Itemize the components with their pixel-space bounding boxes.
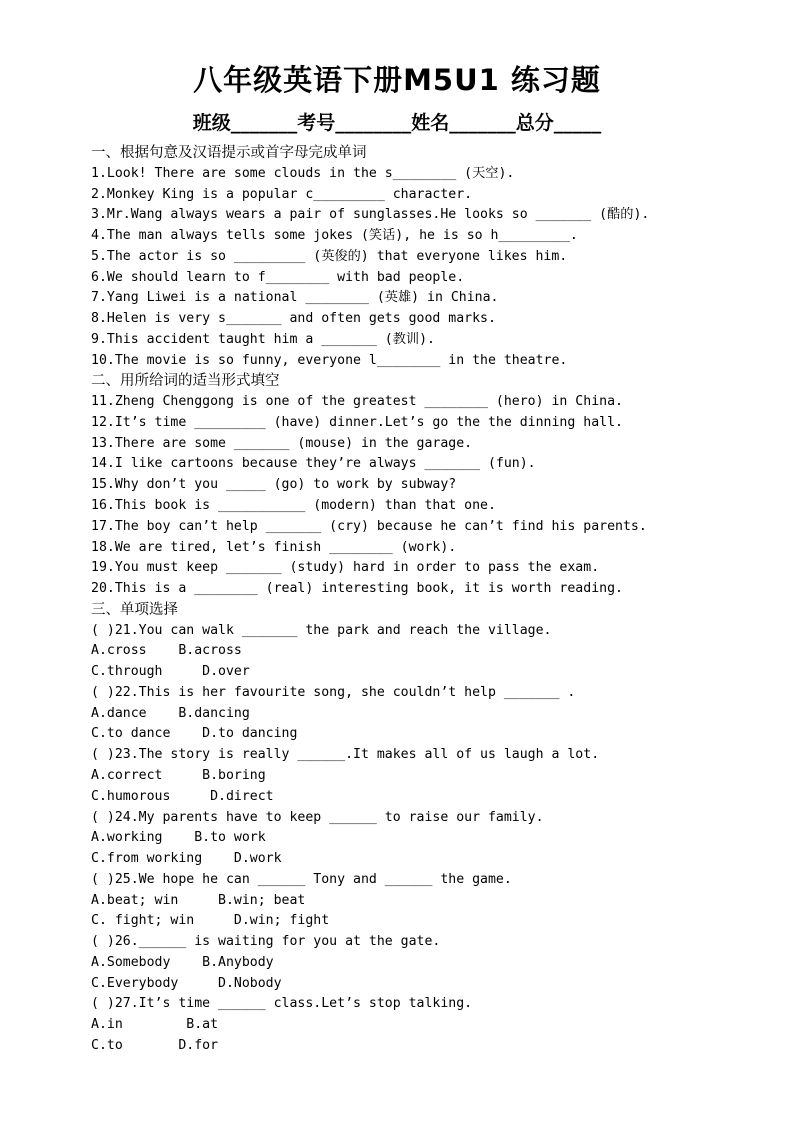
exercise-line: A.cross B.across	[91, 643, 242, 659]
exercise-line: 8.Helen is very s_______ and often gets good marks.	[91, 311, 496, 327]
exercise-line: ( )21.You can walk _______ the park and reach the village.	[91, 622, 552, 638]
exercise-line: 5.The actor is so _________ (英俊的) that everyone likes him.	[91, 248, 568, 264]
exercise-line: A.working B.to work	[91, 830, 266, 846]
exercise-line: ( )25.We hope he can ______ Tony and ______ the game.	[91, 871, 512, 887]
exercise-line: 11.Zheng Chenggong is one of the greatest ________ (hero) in China.	[91, 394, 623, 410]
exercise-line: ( )26.______ is waiting for you at the gate.	[91, 934, 441, 950]
exercise-line: C.to D.for	[91, 1037, 219, 1053]
exercise-line: A.Somebody B.Anybody	[91, 954, 274, 970]
section-heading: 三、单项选择	[91, 601, 178, 618]
exercise-line: C.to dance D.to dancing	[91, 726, 298, 742]
exercise-line: 2.Monkey King is a popular c_________ character.	[91, 186, 473, 202]
exercise-line: 19.You must keep _______ (study) hard in order to pass the exam.	[91, 560, 600, 576]
exercise-line: ( )24.My parents have to keep ______ to raise our family.	[91, 809, 544, 825]
exercise-line: 4.The man always tells some jokes (笑话), he is so h_________.	[91, 228, 578, 244]
exercise-line: A.dance B.dancing	[91, 705, 250, 721]
section-heading: 二、用所给词的适当形式填空	[91, 373, 280, 390]
exercise-line: 13.There are some _______ (mouse) in the garage.	[91, 435, 473, 451]
exercise-line: ( )22.This is her favourite song, she couldn’t help _______ .	[91, 684, 576, 700]
exercise-line: A.correct B.boring	[91, 767, 266, 783]
exercise-line: 20.This is a ________ (real) interesting book, it is worth reading.	[91, 581, 623, 597]
exercise-line: C.Everybody D.Nobody	[91, 975, 282, 991]
exercise-line: 17.The boy can’t help _______ (cry) because he can’t find his parents.	[91, 518, 647, 534]
exercise-line: C.through D.over	[91, 664, 250, 680]
exercise-line: A.beat; win B.win; beat	[91, 892, 306, 908]
exercise-line: ( )27.It’s time ______ class.Let’s stop talking.	[91, 996, 473, 1012]
section-heading: 一、根据句意及汉语提示或首字母完成单词	[91, 145, 367, 161]
exercise-line: C.humorous D.direct	[91, 788, 274, 804]
exercise-line: C.from working D.work	[91, 851, 282, 867]
page-title: 八年级英语下册M5U1 练习题	[193, 63, 601, 97]
exercise-line: 3.Mr.Wang always wears a pair of sunglasses.He looks so _______ (酷的).	[91, 207, 650, 223]
exercise-line: ( )23.The story is really ______.It makes all of us laugh a lot.	[91, 747, 600, 763]
exercise-line: 14.I like cartoons because they’re always _______ (fun).	[91, 456, 536, 472]
exercise-line: 10.The movie is so funny, everyone l________ in the theatre.	[91, 352, 568, 368]
exercise-line: C. fight; win D.win; fight	[91, 913, 330, 929]
exercise-line: 9.This accident taught him a _______ (教训).	[91, 331, 435, 347]
exercise-line: 12.It’s time _________ (have) dinner.Let’s go the the dinning hall.	[91, 414, 623, 430]
student-info-line: 班级_______考号________姓名_______总分_____	[192, 112, 602, 134]
exercise-line: 15.Why don’t you _____ (go) to work by subway?	[91, 477, 457, 493]
exercise-line: 1.Look! There are some clouds in the s________ (天空).	[91, 165, 515, 181]
exercise-line: 18.We are tired, let’s finish ________ (work).	[91, 539, 457, 555]
exercise-line: 16.This book is ___________ (modern) than that one.	[91, 498, 496, 514]
exercise-line: 6.We should learn to f________ with bad people.	[91, 269, 465, 285]
exercise-line: 7.Yang Liwei is a national ________ (英雄) in China.	[91, 290, 499, 306]
exercise-lines	[91, 143, 781, 1057]
exercise-line: A.in B.at	[91, 1017, 219, 1033]
